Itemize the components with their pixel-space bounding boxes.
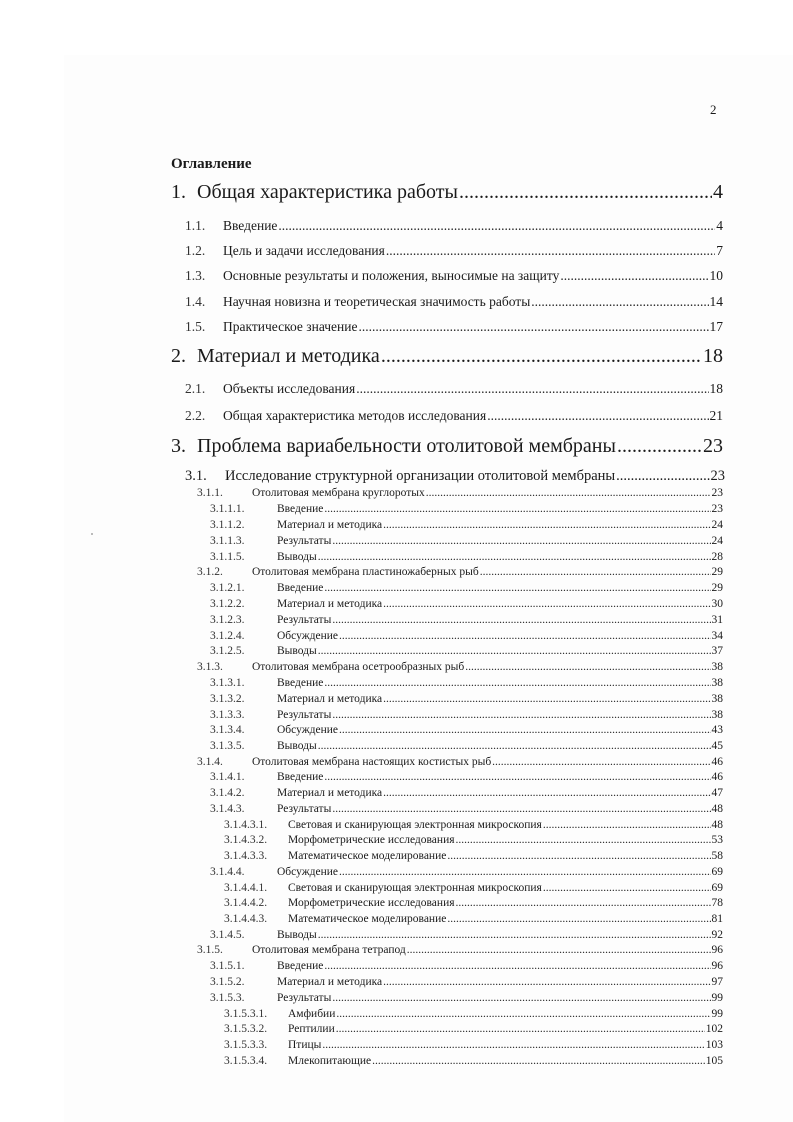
toc-entry-3-1-5-3-3[interactable] — [224, 1039, 723, 1051]
toc-entry-number: 3.1.1.1. — [210, 503, 245, 515]
page-number: 2 — [710, 102, 717, 117]
toc-entry-3-1-2-5[interactable] — [210, 645, 723, 657]
toc-entry-3-1-4-3-1[interactable] — [224, 819, 723, 831]
toc-entry-title: Рептилии — [288, 1023, 335, 1035]
toc-entry-number: 3.1.4.1. — [210, 771, 245, 783]
toc-entry-3-1-4-3[interactable] — [210, 803, 723, 815]
toc-leader-dots — [318, 551, 711, 563]
toc-entry-3-1-3-5[interactable] — [210, 740, 723, 752]
toc-leader-dots — [456, 897, 711, 909]
toc-entry-page: 46 — [711, 756, 723, 768]
toc-entry-number: 2.1. — [185, 381, 206, 396]
toc-leader-dots — [339, 630, 710, 642]
toc-entry-number: 1.3. — [185, 268, 206, 283]
toc-entry-1-1[interactable] — [185, 218, 723, 234]
toc-entry-number: 3.1.5.3.4. — [224, 1055, 268, 1067]
toc-entry-number: 3.1.2. — [197, 566, 223, 578]
toc-leader-dots — [324, 582, 710, 594]
toc-leader-dots — [616, 468, 709, 485]
toc-entry-number: 1.2. — [185, 243, 206, 258]
toc-entry-title: Введение — [277, 677, 324, 689]
toc-entry-3-1-3-1[interactable] — [210, 677, 723, 689]
toc-entry-number: 3.1.2.4. — [210, 630, 245, 642]
toc-entry-title: Материал и методика — [277, 976, 383, 988]
toc-entry-page: 30 — [711, 598, 723, 610]
toc-entry-3-1-4-4-2[interactable] — [224, 897, 723, 909]
toc-entry-3-1-2-4[interactable] — [210, 630, 723, 642]
toc-entry-title: Световая и сканирующая электронная микроскопия — [288, 819, 542, 831]
toc-entry-page: 23 — [711, 503, 723, 515]
toc-leader-dots — [543, 882, 711, 894]
toc-entry-page: 43 — [711, 724, 723, 736]
toc-entry-number: 3.1.5.3. — [210, 992, 245, 1004]
toc-entry-2[interactable] — [171, 345, 723, 368]
toc-entry-title: Введение — [277, 503, 324, 515]
toc-entry-number: 3.1.3.3. — [210, 709, 245, 721]
toc-entry-3-1-5-3-2[interactable] — [224, 1023, 723, 1035]
toc-leader-dots — [356, 381, 708, 397]
toc-entry-3-1-5[interactable] — [197, 944, 723, 956]
toc-entry-number: 3.1.4.4.3. — [224, 913, 268, 925]
toc-entry-number: 3.1.4.3.1. — [224, 819, 268, 831]
toc-entry-3-1-4-1[interactable] — [210, 771, 723, 783]
toc-entry-number: 3.1.5.3.2. — [224, 1023, 268, 1035]
toc-entry-title: Общая характеристика методов исследования — [223, 408, 487, 423]
toc-entry-number: 3.1.3.2. — [210, 693, 245, 705]
toc-entry-3-1[interactable] — [185, 468, 725, 485]
toc-entry-page: 4 — [713, 181, 723, 203]
toc-entry-page: 17 — [709, 319, 723, 334]
toc-entry-number: 2.2. — [185, 408, 206, 423]
toc-leader-dots — [383, 519, 710, 531]
toc-entry-3-1-4-3-2[interactable] — [224, 834, 723, 846]
scan-speck — [91, 533, 93, 535]
toc-entry-title: Материал и методика — [277, 598, 383, 610]
toc-entry-page: 99 — [711, 992, 723, 1004]
toc-leader-dots — [447, 850, 710, 862]
toc-entry-number: 3.1.4.3.2. — [224, 834, 268, 846]
toc-entry-3-1-1-5[interactable] — [210, 551, 723, 563]
toc-entry-page: 10 — [709, 268, 723, 283]
toc-entry-number: 3.1.4.5. — [210, 929, 245, 941]
toc-entry-title: Введение — [277, 582, 324, 594]
toc-entry-number: 3.1.1.2. — [210, 519, 245, 531]
toc-entry-title: Отолитовая мембрана круглоротых — [252, 487, 425, 499]
toc-entry-title: Амфибии — [288, 1008, 336, 1020]
toc-entry-page: 105 — [705, 1055, 723, 1067]
toc-entry-number: 3. — [171, 435, 186, 457]
toc-entry-title: Исследование структурной организации отолитовой мембраны — [225, 468, 616, 484]
toc-leader-dots — [617, 435, 702, 458]
toc-entry-3-1-3-4[interactable] — [210, 724, 723, 736]
toc-entry-page: 18 — [709, 381, 723, 396]
toc-entry-3-1-5-3[interactable] — [210, 992, 723, 1004]
toc-entry-title: Результаты — [277, 614, 332, 626]
toc-leader-dots — [339, 724, 710, 736]
toc-leader-dots — [324, 960, 710, 972]
toc-entry-page: 46 — [711, 771, 723, 783]
toc-leader-dots — [383, 787, 710, 799]
toc-entry-1-2[interactable] — [185, 243, 723, 259]
toc-entry-page: 78 — [711, 897, 723, 909]
toc-leader-dots — [383, 693, 710, 705]
toc-entry-3-1-1-2[interactable] — [210, 519, 723, 531]
toc-entry-page: 24 — [711, 535, 723, 547]
toc-entry-3-1-5-3-1[interactable] — [224, 1008, 723, 1020]
toc-entry-3[interactable] — [171, 435, 723, 458]
toc-entry-page: 38 — [711, 693, 723, 705]
toc-entry-page: 29 — [711, 582, 723, 594]
toc-entry-title: Цель и задачи исследования — [223, 243, 385, 258]
toc-entry-page: 31 — [711, 614, 723, 626]
toc-entry-page: 58 — [711, 850, 723, 862]
toc-entry-number: 3.1.4.3. — [210, 803, 245, 815]
toc-entry-title: Основные результаты и положения, выносимые на защиту — [223, 268, 560, 283]
toc-entry-page: 29 — [711, 566, 723, 578]
toc-entry-page: 24 — [711, 519, 723, 531]
toc-entry-page: 53 — [711, 834, 723, 846]
toc-entry-number: 3.1.2.1. — [210, 582, 245, 594]
toc-leader-dots — [318, 740, 711, 752]
toc-entry-title: Отолитовая мембрана тетрапод — [252, 944, 406, 956]
toc-entry-title: Обсуждение — [277, 866, 339, 878]
toc-entry-number: 3.1.4. — [197, 756, 223, 768]
toc-entry-3-1-5-1[interactable] — [210, 960, 723, 972]
toc-entry-title: Результаты — [277, 535, 332, 547]
toc-entry-3-1-4-5[interactable] — [210, 929, 723, 941]
toc-entry-1[interactable] — [171, 181, 723, 204]
toc-entry-3-1-4-4[interactable] — [210, 866, 723, 878]
toc-entry-3-1-4-4-1[interactable] — [224, 882, 723, 894]
toc-leader-dots — [383, 976, 710, 988]
toc-leader-dots — [336, 1023, 705, 1035]
toc-entry-2-2[interactable] — [185, 408, 723, 424]
toc-leader-dots — [278, 218, 715, 234]
toc-entry-title: Обсуждение — [277, 724, 339, 736]
toc-entry-number: 3.1.1. — [197, 487, 223, 499]
toc-leader-dots — [480, 566, 711, 578]
toc-entry-3-1-2-3[interactable] — [210, 614, 723, 626]
toc-entry-3-1-3-3[interactable] — [210, 709, 723, 721]
toc-leader-dots — [336, 1008, 710, 1020]
toc-entry-3-1-4-2[interactable] — [210, 787, 723, 799]
toc-entry-page: 48 — [711, 819, 723, 831]
toc-entry-page: 103 — [705, 1039, 723, 1051]
toc-entry-number: 3.1.4.2. — [210, 787, 245, 799]
toc-entry-3-1-4-3-3[interactable] — [224, 850, 723, 862]
toc-entry-page: 38 — [711, 677, 723, 689]
toc-entry-page: 97 — [711, 976, 723, 988]
toc-leader-dots — [447, 913, 710, 925]
toc-entry-number: 1.5. — [185, 319, 206, 334]
toc-entry-title: Практическое значение — [223, 319, 358, 334]
toc-entry-3-1-4-4-3[interactable] — [224, 913, 723, 925]
toc-entry-3-1-5-3-4[interactable] — [224, 1055, 723, 1067]
toc-entry-number: 3.1.2.3. — [210, 614, 245, 626]
toc-leader-dots — [318, 645, 711, 657]
toc-entry-title: Отолитовая мембрана осетрообразных рыб — [252, 661, 465, 673]
toc-entry-title: Введение — [277, 960, 324, 972]
toc-entry-number: 3.1.5.1. — [210, 960, 245, 972]
toc-entry-page: 37 — [711, 645, 723, 657]
toc-entry-title: Проблема вариабельности отолитовой мембраны — [197, 435, 616, 457]
toc-entry-number: 3.1.1.3. — [210, 535, 245, 547]
toc-entry-page: 92 — [711, 929, 723, 941]
toc-entry-number: 1.4. — [185, 294, 206, 309]
toc-entry-page: 69 — [711, 882, 723, 894]
toc-entry-page: 4 — [716, 218, 723, 233]
toc-entry-title: Материал и методика — [277, 693, 383, 705]
toc-entry-title: Математическое моделирование — [288, 913, 447, 925]
toc-entry-title: Отолитовая мембрана настоящих костистых рыб — [252, 756, 492, 768]
toc-entry-page: 28 — [711, 551, 723, 563]
toc-entry-title: Выводы — [277, 929, 317, 941]
toc-entry-3-1-1[interactable] — [197, 487, 723, 499]
toc-entry-title: Млекопитающие — [288, 1055, 372, 1067]
toc-entry-number: 3.1.5.3.3. — [224, 1039, 268, 1051]
toc-entry-page: 38 — [711, 661, 723, 673]
toc-entry-page: 69 — [711, 866, 723, 878]
toc-entry-title: Результаты — [277, 709, 332, 721]
toc-entry-title: Световая и сканирующая электронная микроскопия — [288, 882, 542, 894]
toc-entry-3-1-4[interactable] — [197, 756, 723, 768]
toc-entry-3-1-3-2[interactable] — [210, 693, 723, 705]
toc-entry-number: 3.1.5. — [197, 944, 223, 956]
toc-entry-number: 1.1. — [185, 218, 206, 233]
toc-entry-number: 3.1.3.5. — [210, 740, 245, 752]
toc-entry-page: 23 — [711, 487, 723, 499]
toc-entry-page: 81 — [711, 913, 723, 925]
toc-entry-title: Математическое моделирование — [288, 850, 447, 862]
toc-entry-number: 3.1.5.3.1. — [224, 1008, 268, 1020]
toc-entry-title: Выводы — [277, 740, 317, 752]
toc-entry-page: 48 — [711, 803, 723, 815]
toc-leader-dots — [531, 294, 708, 310]
toc-entry-number: 3.1.1.5. — [210, 551, 245, 563]
toc-entry-title: Материал и методика — [277, 787, 383, 799]
toc-entry-title: Объекты исследования — [223, 381, 356, 396]
toc-entry-number: 3.1.4.4.2. — [224, 897, 268, 909]
toc-leader-dots — [560, 268, 708, 284]
toc-entry-page: 96 — [711, 960, 723, 972]
toc-entry-number: 3.1.4.4.1. — [224, 882, 268, 894]
toc-entry-title: Выводы — [277, 551, 317, 563]
toc-entry-page: 14 — [709, 294, 723, 309]
toc-leader-dots — [459, 181, 712, 204]
toc-entry-number: 3.1.4.3.3. — [224, 850, 268, 862]
toc-leader-dots — [339, 866, 710, 878]
toc-leader-dots — [372, 1055, 705, 1067]
toc-leader-dots — [318, 929, 711, 941]
toc-entry-title: Материал и методика — [277, 519, 383, 531]
toc-entry-page: 21 — [709, 408, 723, 423]
toc-entry-page: 7 — [716, 243, 723, 258]
toc-leader-dots — [426, 487, 711, 499]
toc-entry-title: Птицы — [288, 1039, 322, 1051]
toc-entry-number: 3.1.3.4. — [210, 724, 245, 736]
toc-entry-page: 45 — [711, 740, 723, 752]
toc-leader-dots — [332, 709, 710, 721]
toc-entry-3-1-2-1[interactable] — [210, 582, 723, 594]
toc-leader-dots — [324, 677, 710, 689]
toc-entry-page: 18 — [703, 345, 723, 367]
toc-leader-dots — [359, 319, 709, 335]
toc-entry-title: Морфометрические исследования — [288, 897, 455, 909]
toc-entry-1-5[interactable] — [185, 319, 723, 335]
toc-leader-dots — [465, 661, 710, 673]
toc-entry-page: 47 — [711, 787, 723, 799]
toc-leader-dots — [456, 834, 711, 846]
toc-entry-3-1-1-3[interactable] — [210, 535, 723, 547]
toc-leader-dots — [332, 992, 710, 1004]
toc-leader-dots — [332, 614, 710, 626]
toc-leader-dots — [487, 408, 708, 424]
toc-entry-title: Научная новизна и теоретическая значимость работы — [223, 294, 531, 309]
toc-entry-number: 3.1. — [185, 468, 207, 484]
toc-entry-title: Выводы — [277, 645, 317, 657]
toc-entry-page: 23 — [703, 435, 723, 457]
toc-entry-number: 3.1.5.2. — [210, 976, 245, 988]
toc-leader-dots — [322, 1039, 704, 1051]
toc-leader-dots — [386, 243, 715, 259]
toc-entry-number: 3.1.2.5. — [210, 645, 245, 657]
toc-leader-dots — [543, 819, 711, 831]
toc-entry-page: 96 — [711, 944, 723, 956]
toc-leader-dots — [381, 345, 702, 368]
toc-entry-page: 102 — [705, 1023, 723, 1035]
toc-entry-title: Результаты — [277, 992, 332, 1004]
toc-leader-dots — [492, 756, 710, 768]
toc-leader-dots — [324, 503, 710, 515]
toc-leader-dots — [407, 944, 711, 956]
toc-entry-page: 38 — [711, 709, 723, 721]
toc-entry-3-1-2-2[interactable] — [210, 598, 723, 610]
toc-entry-2-1[interactable] — [185, 381, 723, 397]
toc-entry-title: Материал и методика — [197, 345, 380, 367]
toc-entry-1-3[interactable] — [185, 268, 723, 284]
toc-entry-number: 3.1.3.1. — [210, 677, 245, 689]
toc-entry-3-1-3[interactable] — [197, 661, 723, 673]
toc-entry-3-1-1-1[interactable] — [210, 503, 723, 515]
toc-entry-1-4[interactable] — [185, 294, 723, 310]
toc-leader-dots — [324, 771, 710, 783]
toc-entry-3-1-2[interactable] — [197, 566, 723, 578]
toc-entry-title: Отолитовая мембрана пластиножаберных рыб — [252, 566, 479, 578]
toc-entry-title: Общая характеристика работы — [197, 181, 458, 203]
toc-leader-dots — [332, 803, 710, 815]
toc-leader-dots — [332, 535, 710, 547]
toc-entry-number: 2. — [171, 345, 186, 367]
toc-entry-title: Морфометрические исследования — [288, 834, 455, 846]
toc-entry-page: 99 — [711, 1008, 723, 1020]
toc-entry-title: Результаты — [277, 803, 332, 815]
toc-entry-page: 34 — [711, 630, 723, 642]
toc-entry-number: 3.1.3. — [197, 661, 223, 673]
toc-entry-title: Введение — [223, 218, 278, 233]
toc-entry-3-1-5-2[interactable] — [210, 976, 723, 988]
toc-entry-page: 23 — [710, 468, 725, 484]
toc-entry-title: Введение — [277, 771, 324, 783]
toc-title: Оглавление — [171, 156, 252, 172]
toc-leader-dots — [383, 598, 710, 610]
toc-entry-number: 3.1.4.4. — [210, 866, 245, 878]
toc-entry-number: 3.1.2.2. — [210, 598, 245, 610]
toc-entry-number: 1. — [171, 181, 186, 203]
toc-entry-title: Обсуждение — [277, 630, 339, 642]
